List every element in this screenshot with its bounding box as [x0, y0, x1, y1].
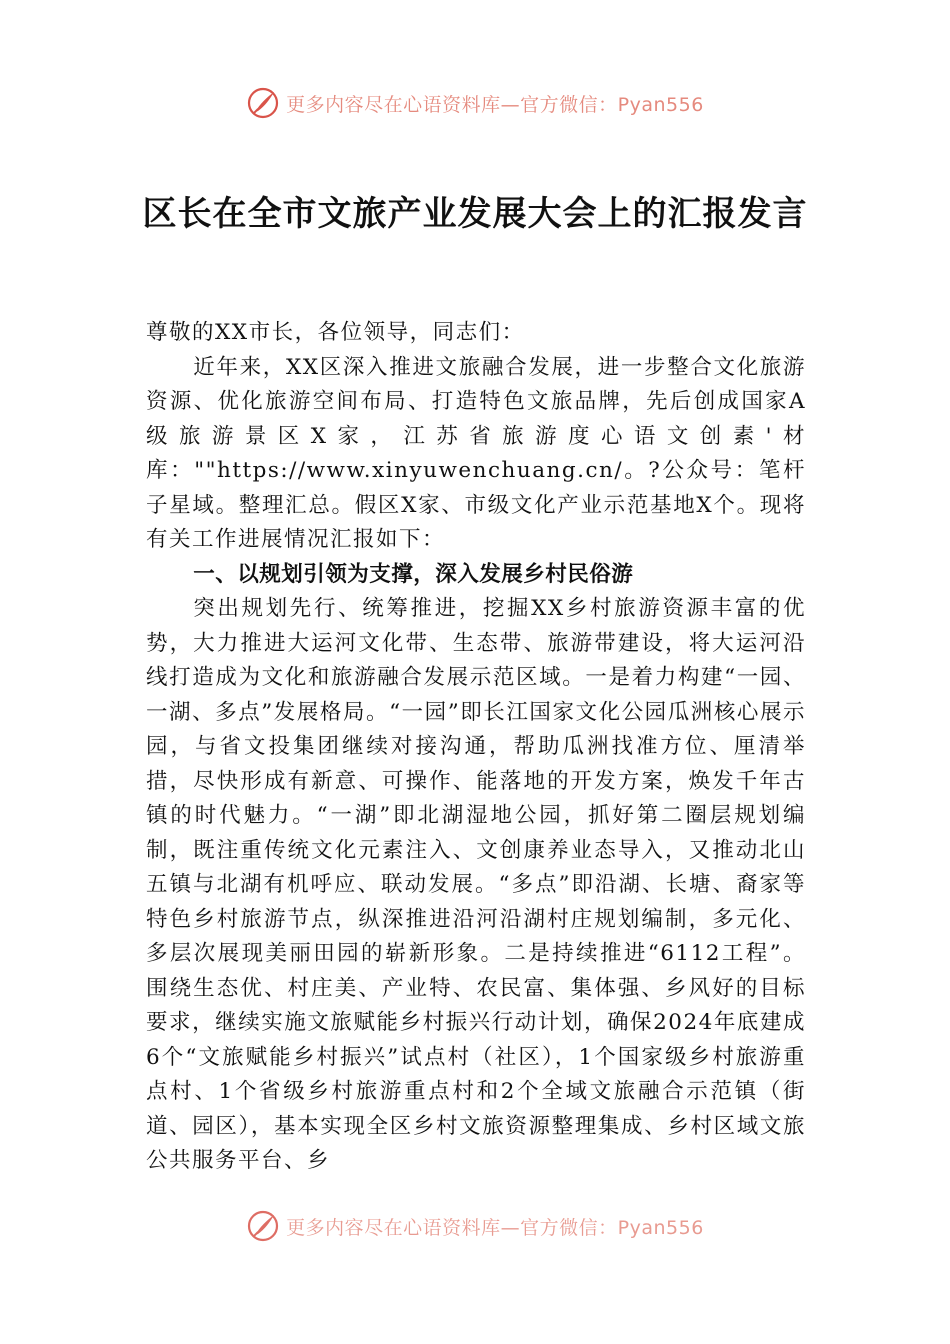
watermark-text: 更多内容尽在心语资料库—官方微信：Pyan556	[286, 1216, 704, 1239]
quill-logo-icon	[246, 86, 280, 120]
watermark-text: 更多内容尽在心语资料库—官方微信：Pyan556	[286, 93, 704, 116]
watermark-footer	[0, 1209, 950, 1243]
salutation: 尊敬的XX市长，各位领导，同志们：	[146, 320, 525, 345]
quill-logo-icon	[246, 1209, 280, 1243]
paragraph-section-1: 突出规划先行、统筹推进，挖掘XX乡村旅游资源丰富的优势，大力推进大运河文化带、生态带、旅游带建设，将大运河沿线打造成为文化和旅游融合发展示范区域。一是着力构建“一园、一湖、多点”发展格局。“一园”即长江国家文化公园瓜洲核心展示园，与省文投集团继续对接沟通，帮助瓜洲找准方位、厘清举措，尽快形成有新意、可操作、能落地的开发方案，焕发千年古镇的时代魅力。“一湖”即北湖湿地公园，抓好第二圈层规划编制，既注重传统文化元素注入、文创康养业态导入，又推动北山五镇与北湖有机呼应、联动发展。“多点”即沿湖、长塘、裔家等特色乡村旅游节点，纵深推进沿河沿湖村庄规划编制，多元化、多层次展现美丽田园的崭新形象。二是持续推进“6112工程”。围绕生态优、村庄美、产业特、农民富、集体强、乡风好的目标要求，继续实施文旅赋能乡村振兴行动计划，确保2024年底建成6个“文旅赋能乡村振兴”试点村（社区），1个国家级乡村旅游重点村、1个省级乡村旅游重点村和2个全域文旅融合示范镇（街道、园区），基本实现全区乡村文旅资源整理集成、乡村区域文旅公共服务平台、乡	[146, 596, 806, 1173]
document-title: 区长在全市文旅产业发展大会上的汇报发言	[142, 194, 808, 234]
section-heading-1: 一、以规划引领为支撑，深入发展乡村民俗游	[193, 561, 634, 587]
watermark-header	[0, 86, 950, 120]
paragraph-intro: 近年来，XX区深入推进文旅融合发展，进一步整合文化旅游资源、优化旅游空间布局、打造特色文旅品牌，先后创成国家A级旅游景区X家，江苏省旅游度心语文创素'材库：""https://www.xinyuwenchuang.cn/。?公众号：笔杆子星域。整理汇总。假区X家、市级文化产业示范基地X个。现将有关工作进展情况汇报如下：	[146, 354, 806, 552]
document-body	[146, 316, 806, 1179]
